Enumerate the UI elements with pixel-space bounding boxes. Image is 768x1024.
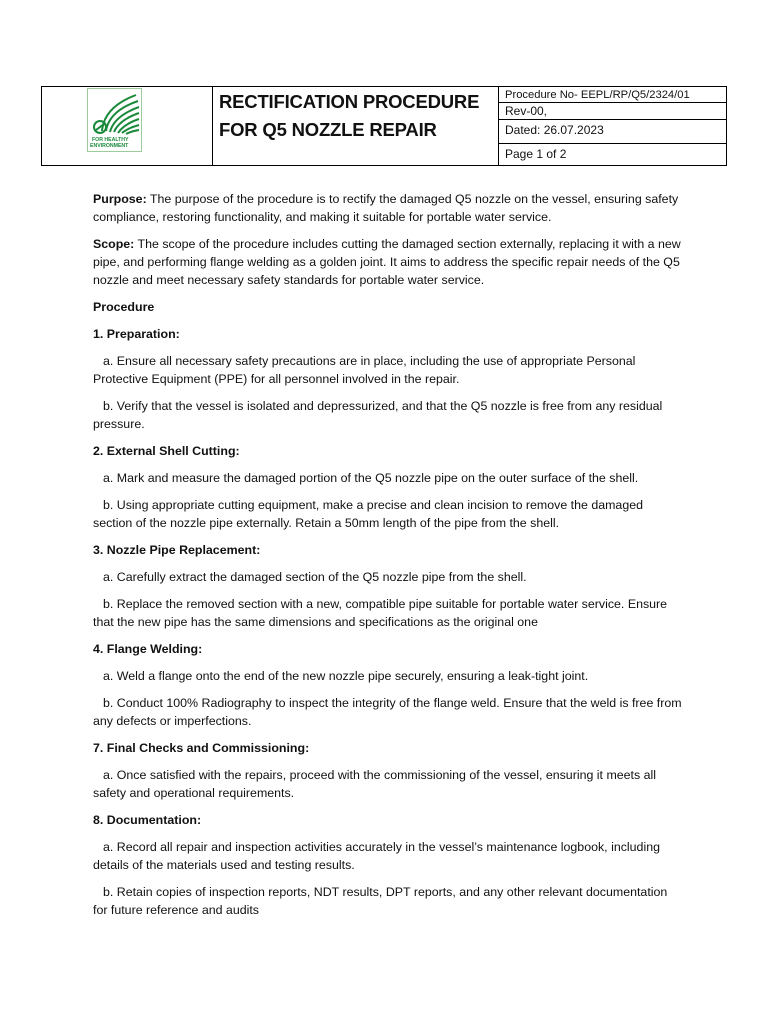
list-item xyxy=(93,667,683,685)
list-item-text: a. Ensure all necessary safety precautions are in place, including the use of appropriate Personal Protective Equipment (PPE) for all personnel involved in the repair. xyxy=(93,354,636,386)
list-item xyxy=(93,694,683,730)
section-heading: 8. Documentation: xyxy=(93,813,202,827)
logo-caption-line2: ENVIRONMENT xyxy=(90,143,129,149)
list-item-text: a. Record all repair and inspection activities accurately in the vessel’s maintenance logbook, including details of the materials used and testing results. xyxy=(93,840,660,872)
scope-label: Scope: xyxy=(93,237,135,251)
list-item xyxy=(93,496,683,532)
section-heading: 7. Final Checks and Commissioning: xyxy=(93,741,310,755)
list-item xyxy=(93,766,683,802)
list-item-text: a. Mark and measure the damaged portion of the Q5 nozzle pipe on the outer surface of the shell. xyxy=(103,471,639,485)
list-item xyxy=(93,352,683,388)
list-item-text: b. Conduct 100% Radiography to inspect the integrity of the flange weld. Ensure that the weld is free from any defects or imperfections. xyxy=(93,696,682,728)
title-cell xyxy=(213,87,499,165)
purpose-label: Purpose: xyxy=(93,192,147,206)
logo-caption-line1: FOR HEALTHY xyxy=(92,137,129,143)
list-item-text: a. Carefully extract the damaged section of the Q5 nozzle pipe from the shell. xyxy=(103,570,527,584)
company-logo xyxy=(87,88,142,152)
document-title-line2: FOR Q5 NOZZLE REPAIR xyxy=(219,119,437,140)
list-item xyxy=(93,397,683,433)
section-heading: 1. Preparation: xyxy=(93,327,180,341)
list-item-text: b. Verify that the vessel is isolated and depressurized, and that the Q5 nozzle is free from any residual pressure. xyxy=(93,399,663,431)
dated: Dated: 26.07.2023 xyxy=(499,120,726,144)
document-title-line1: RECTIFICATION PROCEDURE xyxy=(219,91,480,112)
list-item xyxy=(93,595,683,631)
document-header-table xyxy=(41,86,727,166)
list-item-text: b. Using appropriate cutting equipment, make a precise and clean incision to remove the damaged section of the nozzle pipe externally. Retain a 50mm length of the pipe from the shell. xyxy=(93,498,643,530)
purpose-text: The purpose of the procedure is to rectify the damaged Q5 nozzle on the vessel, ensuring safety compliance, restoring functionality, and making it suitable for portable water service. xyxy=(93,192,679,224)
procedure-heading: Procedure xyxy=(93,300,155,314)
list-item xyxy=(93,568,683,586)
list-item-text: b. Retain copies of inspection reports, NDT results, DPT reports, and any other relevant documentation for future reference and audits xyxy=(93,885,668,917)
list-item xyxy=(93,838,683,874)
document-body xyxy=(93,190,683,928)
section-heading: 3. Nozzle Pipe Replacement: xyxy=(93,543,261,557)
list-item xyxy=(93,883,683,919)
logo-graphic xyxy=(88,89,141,151)
purpose-paragraph xyxy=(93,190,683,226)
page-number: Page 1 of 2 xyxy=(505,147,567,161)
meta-cell xyxy=(499,87,726,165)
list-item-text: a. Once satisfied with the repairs, proceed with the commissioning of the vessel, ensuring it meets all safety and operational requirements. xyxy=(93,768,657,800)
scope-paragraph xyxy=(93,235,683,289)
list-item-text: a. Weld a flange onto the end of the new nozzle pipe securely, ensuring a leak-tight joint. xyxy=(103,669,589,683)
procedure-number: Procedure No- EEPL/RP/Q5/2324/01 xyxy=(499,87,726,103)
list-item xyxy=(93,469,683,487)
logo-cell xyxy=(42,87,213,165)
revision: Rev-00, xyxy=(499,103,726,120)
section-heading: 4. Flange Welding: xyxy=(93,642,203,656)
list-item-text: b. Replace the removed section with a new, compatible pipe suitable for portable water service. Ensure that the new pipe has the same dimensions and specifications as the original one xyxy=(93,597,668,629)
scope-text: The scope of the procedure includes cutting the damaged section externally, replacing it with a new pipe, and performing flange welding as a golden joint. It aims to address the specific repair needs of the Q5 nozzle and meet necessary safety standards for portable water service. xyxy=(93,237,681,287)
section-heading: 2. External Shell Cutting: xyxy=(93,444,240,458)
